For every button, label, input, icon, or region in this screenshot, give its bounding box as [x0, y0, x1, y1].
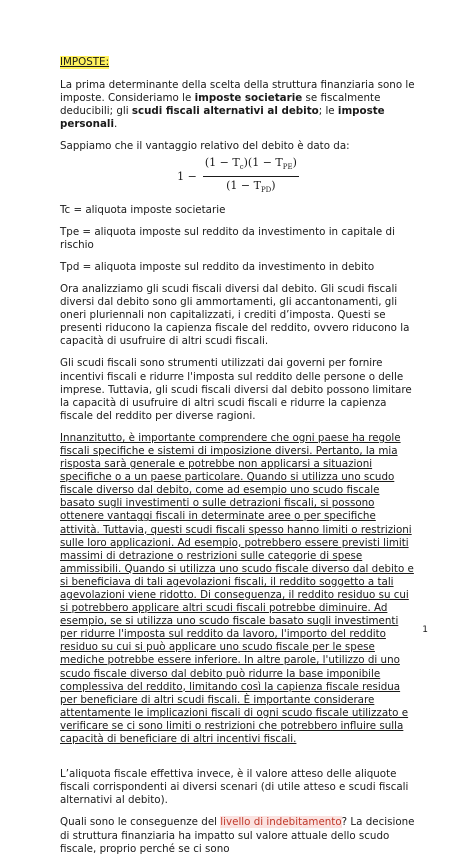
formula-numerator: $(1 - T_c)(1 - T_{PE})$	[203, 156, 299, 177]
conseguenze-text-2: ? La decisione di struttura finanziaria ha impatto sul valore attuale dello scudo fiscale, proprio perché se ci sono	[60, 816, 415, 855]
intro-text-4: .	[113, 118, 118, 131]
formula-denominator: $(1 - T_{PD})$	[226, 179, 276, 195]
highlight-livello-indebitamento: livello di indebitamento	[220, 816, 342, 829]
formula-intro: Sappiamo che il vantaggio relativo del debito è dato da:	[60, 140, 350, 153]
definition-tpe: Tpe = aliquota imposte sul reddito da investimento in capitale di rischio	[60, 225, 395, 251]
conseguenze-text-1: Quali sono le conseguenze del	[60, 816, 221, 829]
definition-tc: Tc = aliquota imposte societarie	[60, 203, 226, 216]
page-number: 1	[422, 625, 428, 635]
heading-imposte: IMPOSTE:	[60, 56, 110, 68]
intro-text-2: se fiscalmente deducibili; gli	[60, 92, 381, 118]
paragraph-strumenti: Gli scudi fiscali sono strumenti utilizzati dai governi per fornire incentivi fiscali e ridurre l'imposta sul reddito delle persone o delle imprese. Tuttavia, gli scudi fiscali diversi dal debito possono limitare la capacità di usufruire di altri scudi fiscali e ridurre la capienza fiscale del reddito per diverse ragioni.	[60, 357, 412, 422]
intro-text-3: ; le	[318, 105, 338, 118]
intro-bold-imposte-societarie: imposte societarie	[194, 92, 303, 105]
paragraph-underlined-explanation: Innanzitutto, è importante comprendere che ogni paese ha regole fiscali specifiche e sistemi di imposizione diversi. Pertanto, la mia risposta sarà generale e potrebbe non applicarsi a situazioni specifiche o a un paese particolare. Quando si utilizza uno scudo fiscale diverso dal debito, come ad esempio uno scudo fiscale basato sugli investimenti o sulle detrazioni fiscali, si possono ottenere vantaggi fiscali in determinate aree o per specifiche attività. Tuttavia, questi scudi fiscali spesso hanno limiti o restrizioni sulle loro applicazioni. Ad esempio, potrebbero essere previsti limiti massimi di detrazione o restrizioni sulle categorie di spese ammissibili. Quando si utilizza uno scudo fiscale diverso dal debito e si beneficiava di tali agevolazioni fiscali, il reddito soggetto a tali agevolazioni viene ridotto. Di conseguenza, il reddito residuo su cui si potrebbero applicare altri scudi fiscali potrebbe diminuire. Ad esempio, se si utilizza uno scudo fiscale basato sugli investimenti per ridurre l'imposta sul reddito da lavoro, l'importo del reddito residuo su cui si può applicare uno scudo fiscale per le spese mediche potrebbe essere inferiore. In altre parole, l'utilizzo di uno scudo fiscale diverso dal debito può ridurre la base imponibile complessiva del reddito, limitando così la capienza fiscale residua per beneficiare di altri scudi fiscali. È importante considerare attentamente le implicazioni fiscali di ogni scudo fiscale utilizzato e verificare se ci sono limiti o restrizioni che potrebbero influire sulla capacità di beneficiare di altri incentivi fiscali.	[60, 431, 414, 746]
paragraph-aliquota-effettiva: L’aliquota fiscale effettiva invece, è il valore atteso delle aliquote fiscali corrispondenti ai diversi scenari (di utile atteso e scudi fiscali alternativi al debito).	[60, 768, 409, 807]
intro-bold-imposte-personali: imposte personali	[60, 105, 385, 131]
paragraph-conseguenze	[60, 816, 416, 855]
intro-bold-scudi-fiscali: scudi fiscali alternativi al debito	[131, 105, 319, 118]
debt-advantage-formula	[60, 155, 416, 196]
intro-text-1: La prima determinante della scelta della struttura finanziaria sono le imposte. Consideriamo le	[60, 79, 415, 105]
formula-fraction	[203, 156, 299, 198]
page-heading	[60, 56, 416, 79]
blank-space	[60, 746, 416, 768]
formula-one-minus: 1 −	[177, 170, 197, 184]
intro-paragraph	[60, 79, 416, 131]
paragraph-scudi-fiscali: Ora analizziamo gli scudi fiscali diversi dal debito. Gli scudi fiscali diversi dal debito sono gli ammortamenti, gli accantonamenti, gli oneri pluriennali non capitalizzati, i crediti d’imposta. Questi se presenti riducono la capienza fiscale del reddito, ovvero riducono la capacità di usufruire di altri scudi fiscali.	[60, 282, 410, 348]
definition-tpd: Tpd = aliquota imposte sul reddito da investimento in debito	[60, 260, 375, 273]
